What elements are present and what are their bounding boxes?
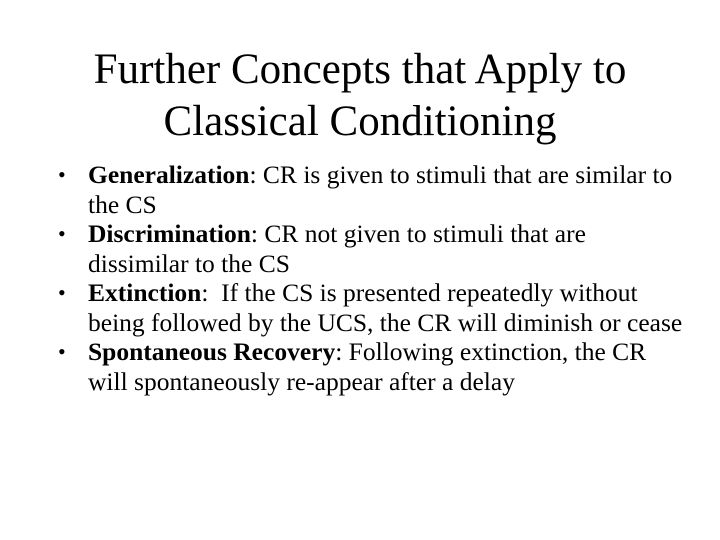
bullet-item-extinction: [58, 278, 688, 337]
slide-title-line-2: Classical Conditioning: [163, 98, 557, 145]
bullet-item-spontaneous-recovery: [58, 337, 688, 396]
bullet-text: : CR is given to stimuli that are similar to the CS: [88, 160, 673, 219]
bullet-term: Spontaneous Recovery: [88, 337, 336, 366]
slide-title: [36, 44, 684, 148]
bullet-text: : Following extinction, the CR will spontaneously re-appear after a delay: [88, 337, 647, 396]
bullet-text: : If the CS is presented repeatedly without being followed by the UCS, the CR will diminish or cease: [88, 278, 683, 337]
bullet-item-discrimination: [58, 219, 688, 278]
slide-title-line-1: Further Concepts that Apply to: [93, 46, 627, 93]
bullet-text: : CR not given to stimuli that are dissimilar to the CS: [88, 219, 586, 278]
bullet-icon: •: [58, 162, 66, 187]
bullet-term: Discrimination: [88, 219, 251, 248]
bullet-term: Extinction: [88, 278, 202, 307]
bullet-term: Generalization: [88, 160, 250, 189]
bullet-icon: •: [58, 221, 66, 246]
bullet-icon: •: [58, 280, 66, 305]
bullet-item-generalization: [58, 160, 688, 219]
bullet-list: [58, 160, 688, 396]
bullet-icon: •: [58, 339, 66, 364]
